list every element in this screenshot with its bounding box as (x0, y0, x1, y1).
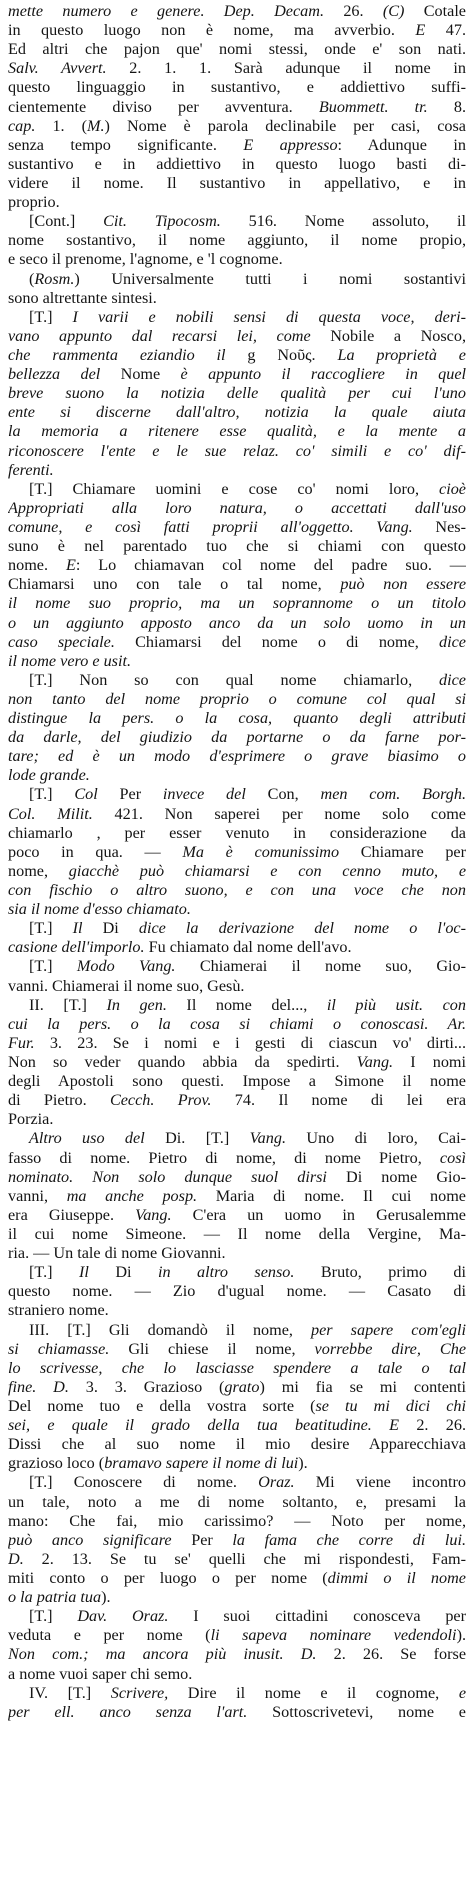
italic-text: riconoscere l'ente e le sue relaz. co' simili e co' dif- (8, 441, 466, 460)
text-line (8, 1034, 466, 1053)
text-line (8, 728, 466, 747)
text-line (8, 594, 466, 613)
text-line (8, 384, 466, 403)
text-line (8, 1072, 466, 1091)
italic-text: da darle, del giudizio da portarne o da farne por- (8, 728, 466, 747)
text-run: ria. — Un tale di nome Giovanni. (8, 1244, 226, 1263)
text-line (8, 442, 466, 461)
italic-text: Altro uso del (29, 1129, 145, 1148)
text-line (8, 308, 466, 327)
italic-text: fine. D. (8, 1377, 69, 1396)
text-line (8, 231, 466, 250)
italic-text: cap. (8, 116, 36, 135)
italic-text: può anco significare (8, 1530, 172, 1549)
text-line (8, 212, 466, 231)
text-line (8, 1378, 466, 1397)
text-line (8, 1607, 466, 1626)
text-run: Di (88, 1263, 158, 1282)
italic-text: vano appunto dal recarsi lei, (8, 326, 257, 345)
text-line (8, 690, 466, 709)
text-run: [Cont.] (29, 212, 104, 231)
text-run: miti conto o per luogo o per nome ( (8, 1568, 328, 1587)
text-run: Per (171, 1530, 233, 1549)
text-run: cientemente diviso per avventura. (8, 97, 319, 116)
italic-text: E (415, 21, 426, 40)
text-line (8, 499, 466, 518)
text-line (8, 862, 466, 881)
text-run: il cui nome Simeone. — Il nome della Vergine, Ma- (8, 1225, 466, 1243)
text-run: ) mi fia se mi contenti (259, 1377, 466, 1396)
text-run: e seco il prenome, l'agnome, e 'l cognome. (8, 250, 283, 269)
text-line (8, 996, 466, 1015)
text-line (8, 1129, 466, 1148)
text-run (257, 327, 277, 345)
text-run: Ed altri che pajon que' nomi stessi, onde e' son nati. (8, 40, 466, 59)
italic-text: ferenti. (8, 460, 54, 479)
text-line (8, 805, 466, 824)
italic-text: bramavo sapere il nome di lui (104, 1454, 299, 1473)
italic-text: Appropriati alla loro natura, o accettati dall'uso (8, 498, 466, 517)
text-line (8, 1015, 466, 1034)
text-run: mano: Che fai, mio carissimo? — Noto per nome, (8, 1511, 466, 1530)
text-line (8, 78, 466, 97)
text-line (8, 537, 466, 556)
italic-text: Modo Vang. (76, 957, 176, 976)
italic-text: E appresso (243, 135, 338, 154)
italic-text: distingue la pers. o la cosa, quanto degli attributi (8, 709, 466, 728)
text-run: ). (101, 1588, 111, 1607)
text-line (8, 422, 466, 441)
text-line (8, 614, 466, 633)
italic-text: nominato. Non solo dunque suol dirsi (8, 1167, 327, 1186)
text-run: Sottoscrivetevi, nome e (247, 1702, 466, 1721)
italic-text: dice la derivazione del nome o l'oc- (138, 919, 466, 938)
text-line (8, 1340, 466, 1359)
text-run: [T.] Non so con qual nome chiamarlo, (29, 670, 440, 689)
text-run: Nobile a Nosco, (310, 326, 466, 345)
text-run: 26. (324, 2, 383, 20)
text-run: Di. [T.] (144, 1129, 250, 1148)
text-line (8, 766, 466, 785)
italic-text: (C) (382, 2, 405, 20)
text-line (8, 1626, 466, 1645)
text-run: IV. [T.] (29, 1683, 111, 1702)
text-line (8, 1321, 466, 1340)
italic-text: il nome vero e usit. (8, 651, 132, 670)
italic-text: il nome suo proprio, ma un soprannome o un titolo (8, 594, 466, 613)
text-line (8, 1244, 466, 1263)
text-run: [T.] (29, 1263, 79, 1282)
text-run: Con, (245, 785, 321, 804)
italic-text: si chiamasse. (8, 1339, 110, 1358)
text-line (8, 1225, 466, 1244)
text-line (8, 59, 466, 78)
text-line (8, 518, 466, 537)
text-run: Di nome Gio- (326, 1167, 466, 1186)
italic-text: E (65, 556, 76, 575)
text-run: Il nome del..., (166, 995, 327, 1014)
text-run: 1. ( (35, 116, 88, 135)
text-line (8, 1301, 466, 1320)
text-line (8, 1168, 466, 1187)
italic-text: grato (224, 1377, 260, 1396)
italic-text: casione dell'imporlo. (8, 938, 145, 957)
text-run: ) Nome è parola declinabile per casi, cosa (104, 116, 466, 135)
text-run: I suoi cittadini conosceva per (168, 1607, 466, 1626)
text-run: Dissi che al suo nome il mio desire Apparecchiava (8, 1435, 466, 1454)
text-run: un tale, noto a me di nome soltanto, e, presami la (8, 1492, 466, 1511)
italic-text: La proprietà e (337, 345, 466, 364)
italic-text: Cecch. Prov. (109, 1091, 212, 1110)
italic-text: D. (8, 1549, 24, 1568)
text-run: ( (29, 269, 35, 288)
text-line (8, 174, 466, 193)
italic-text: o un aggiunto apposto anco da un solo uomo in un (8, 613, 466, 632)
italic-text: in altro senso. (158, 1263, 295, 1282)
text-run: Chiamarsi uno con tale o tal nome, (8, 575, 341, 594)
text-run: g Νοῦς. (225, 345, 338, 364)
italic-text: Salv. Avvert. (8, 59, 107, 78)
text-run: Gli chiese il nome, (109, 1339, 315, 1358)
italic-text: ma anche posp. (66, 1186, 198, 1205)
text-run: Uno di loro, Cai- (286, 1129, 466, 1148)
text-run: poco in qua. — (8, 842, 183, 861)
italic-text: Vang. (249, 1129, 287, 1148)
italic-text: Vang. (356, 1053, 394, 1072)
text-run: nome sostantivo, il nome aggiunto, il nome propio, (8, 231, 466, 250)
text-run: questo nome. — Zio d'ugual nome. — Casato di (8, 1282, 466, 1301)
italic-text: con fischio o altro suono, e con una voce che non (8, 881, 466, 900)
italic-text: Non com.; ma ancora più inusit. D. (8, 1645, 317, 1664)
italic-text: M. (87, 116, 105, 135)
text-line (8, 1569, 466, 1588)
text-run: [T.] Conoscere di nome. (29, 1473, 259, 1492)
text-run: 2. 26. (399, 1416, 466, 1435)
text-line (8, 957, 466, 976)
text-run: nome. (8, 556, 66, 575)
text-line (8, 289, 466, 308)
italic-text: come (276, 326, 311, 345)
italic-text: Oraz. (258, 1473, 295, 1492)
text-run: sustantivo e in addiettivo in questo luogo basti di- (8, 154, 466, 173)
text-run: Chiamare per (339, 842, 466, 861)
text-line (8, 21, 466, 40)
text-run: [T.] (29, 307, 73, 326)
text-run: 2. 1. 1. Sarà adunque il nome in (106, 59, 466, 78)
text-run: proprio. (8, 193, 60, 212)
text-run: questo linguaggio in sustantivo, e addiettivo suffi- (8, 78, 466, 97)
text-line (8, 1206, 466, 1225)
text-run: di Pietro. (8, 1091, 110, 1110)
text-line (8, 919, 466, 938)
text-line (8, 709, 466, 728)
text-run: Cotale (404, 2, 466, 20)
text-run: 47. (425, 21, 466, 40)
text-run: 516. Nome assoluto, il (220, 212, 466, 231)
text-line (8, 938, 466, 957)
text-line (8, 556, 466, 575)
italic-text: men com. Borgh. (320, 785, 466, 804)
text-run: Di (82, 919, 139, 938)
text-run: Chiamerai il nome suo, Gio- (175, 957, 466, 976)
text-line (8, 1493, 466, 1512)
text-run: senza tempo significante. (8, 135, 244, 154)
italic-text: Vang. (135, 1205, 172, 1224)
italic-text: la fama che corre di lui. (232, 1530, 466, 1549)
italic-text: dimmi o il nome (327, 1568, 466, 1587)
text-run: [T.] (29, 785, 75, 804)
italic-text: ente si discerne dall'altro, notizia la quale aiuta (8, 403, 466, 422)
text-line (8, 1454, 466, 1473)
text-run: Dire il nome e il cognome, (168, 1683, 459, 1702)
italic-text: Scrivere, (110, 1683, 169, 1702)
text-line (8, 671, 466, 690)
text-line (8, 1110, 466, 1129)
text-line (8, 652, 466, 671)
italic-text: Rosm. (34, 269, 75, 288)
text-run: veduta e per nome ( (8, 1626, 211, 1645)
text-run: Fu chiamato dal nome dell'avo. (144, 938, 352, 957)
italic-text: Il (78, 1263, 89, 1282)
text-run: [T.] (29, 1607, 78, 1626)
text-run: Del nome tuo e della vostra sorte ( (8, 1396, 316, 1415)
text-line (8, 900, 466, 919)
text-run: ) Universalmente tutti i nomi sostantivi (74, 269, 466, 288)
italic-text: In gen. (106, 995, 167, 1014)
italic-text: mette numero e genere. Dep. Decam. (8, 2, 325, 20)
italic-text: I varii e nobili sensi di questa voce, deri- (72, 307, 466, 326)
text-line (8, 575, 466, 594)
italic-text: Col. Milit. (8, 804, 93, 823)
text-line (8, 824, 466, 843)
text-run: Mi viene incontro (294, 1473, 466, 1492)
italic-text: cui la pers. o la cosa si chiami o conoscasi. Ar. (8, 1014, 466, 1033)
text-line (8, 1435, 466, 1454)
text-line (8, 1473, 466, 1492)
text-line (8, 785, 466, 804)
text-run: in questo luogo non è nome, ma avverbio. (8, 21, 416, 40)
text-line (8, 1588, 466, 1607)
italic-text: dice (439, 632, 466, 651)
text-run: II. [T.] (29, 995, 107, 1014)
italic-text: invece del (162, 785, 246, 804)
text-line (8, 327, 466, 346)
text-line (8, 346, 466, 365)
text-run: Nome (100, 365, 181, 384)
text-line (8, 155, 466, 174)
italic-text: per ell. anco senza l'art. (8, 1702, 248, 1721)
text-line (8, 403, 466, 422)
italic-text: è appunto il raccogliere in quel (180, 365, 466, 384)
text-line (8, 1703, 466, 1722)
italic-text: lode grande. (8, 766, 90, 785)
text-run: I nomi (393, 1053, 466, 1072)
italic-text: Dav. Oraz. (77, 1607, 169, 1626)
text-line (8, 1053, 466, 1072)
text-line (8, 843, 466, 862)
italic-text: cioè (439, 479, 466, 498)
text-run: nome, (8, 861, 69, 880)
text-run: chiamarlo , per esser venuto in considerazione da (8, 823, 466, 842)
text-run: ). (456, 1626, 466, 1645)
text-line (8, 1263, 466, 1282)
italic-text: non tanto del nome proprio o comune col qual si (8, 689, 466, 708)
text-line (8, 117, 466, 136)
text-run: era Giuseppe. (8, 1205, 136, 1224)
italic-text: dice (439, 670, 466, 689)
text-run: 421. Non saperei per nome solo come (92, 804, 466, 823)
text-line (8, 633, 466, 652)
text-line (8, 365, 466, 384)
italic-text: che rammenta eziandio il (8, 345, 226, 364)
text-line (8, 1091, 466, 1110)
text-line (8, 1149, 466, 1168)
text-run: Per (97, 785, 163, 804)
text-run: vanni. Chiamerai il nome suo, Gesù. (8, 976, 245, 995)
text-run: Nes- (412, 517, 466, 536)
italic-text: o la patria tua (8, 1588, 102, 1607)
text-run: degli Apostoli sono questi. Impose a Simone il nome (8, 1072, 466, 1091)
italic-text: breve suono la notizia delle qualità per cui l'uno (8, 384, 466, 403)
text-run: fasso di nome. Pietro di nome, di nome Pietro, (8, 1148, 440, 1167)
text-run: : Lo chiamavan col nome del padre suo. — (75, 556, 466, 575)
text-line (8, 1359, 466, 1378)
italic-text: Il (72, 919, 83, 938)
italic-text: il più usit. con (326, 995, 466, 1014)
text-run: Maria di nome. Il cui nome (197, 1186, 466, 1205)
text-run: [T.] Chiamare uomini e cose co' nomi loro, (29, 479, 440, 498)
text-line (8, 1282, 466, 1301)
text-line (8, 1665, 466, 1684)
italic-text: bellezza del (8, 365, 101, 384)
text-run: : Adunque in (337, 135, 466, 154)
text-run: a nome vuoi saper chi semo. (8, 1664, 193, 1683)
text-run: III. [T.] Gli domandò il nome, (29, 1320, 312, 1339)
italic-text: tare; ed è un modo d'esprimere o grave biasimo o (8, 747, 466, 766)
italic-text: vorrebbe dire, Che (314, 1339, 466, 1358)
text-line (8, 480, 466, 499)
italic-text: può non essere (340, 575, 466, 594)
italic-text: e (458, 1683, 466, 1702)
text-run: suno è nel parentado tuo che si chiami con questo (8, 537, 466, 556)
text-run: C'era un uomo in Gerusalemme (171, 1205, 466, 1224)
text-line (8, 461, 466, 480)
text-line (8, 1512, 466, 1531)
text-line (8, 1416, 466, 1435)
text-line (8, 1187, 466, 1206)
italic-text: Ma è comunissimo (182, 842, 340, 861)
text-line (8, 1397, 466, 1416)
text-line (8, 1531, 466, 1550)
italic-text: caso speciale. (8, 632, 115, 651)
italic-text: comune, e così fatti proprii all'oggetto. Vang. (8, 517, 413, 536)
text-line (8, 40, 466, 59)
text-run: vanni, (8, 1186, 67, 1205)
text-line (8, 1550, 466, 1569)
text-run: 2. 26. Se forse (316, 1645, 466, 1664)
text-line (8, 977, 466, 996)
text-line (8, 193, 466, 212)
italic-text: se tu mi dici chi (315, 1396, 466, 1415)
text-run: sono altrettante sintesi. (8, 288, 157, 307)
italic-text: Cit. Tipocosm. (103, 212, 221, 231)
text-run: Non so veder quando abbia da spedirti. (8, 1053, 357, 1072)
text-run: 8. (427, 97, 466, 116)
text-line (8, 136, 466, 155)
italic-text: giacchè può chiamarsi e con cenno muto, e (68, 861, 466, 880)
text-line (8, 250, 466, 269)
text-line (8, 270, 466, 289)
text-run: 3. 3. Grazioso ( (68, 1377, 225, 1396)
text-line (8, 2, 466, 21)
text-line (8, 881, 466, 900)
text-run: [T.] (29, 919, 73, 938)
text-line (8, 98, 466, 117)
italic-text: la memoria a ritenere esse qualità, e la mente a (8, 422, 466, 441)
italic-text: così (439, 1148, 466, 1167)
text-line (8, 747, 466, 766)
text-run: videre il nome. Il sustantivo in appellativo, e in (8, 173, 466, 192)
text-run: straniero nome. (8, 1301, 109, 1320)
text-run: Chiamarsi del nome o di nome, (114, 632, 440, 651)
text-run: Porzia. (8, 1110, 54, 1129)
text-line (8, 1645, 466, 1664)
italic-text: Buommett. tr. (318, 97, 428, 116)
text-run: [T.] (29, 957, 77, 976)
italic-text: Col (74, 785, 98, 804)
text-run: 74. Il nome di lei era (211, 1091, 466, 1110)
italic-text: per sapere com'egli (311, 1320, 466, 1339)
italic-text: Fur. (8, 1033, 35, 1052)
italic-text: sei, e quale il grado della tua beatitudine. E (8, 1416, 400, 1435)
italic-text: li sapeva nominare vedendoli (210, 1626, 457, 1645)
text-run: grazioso loco ( (8, 1454, 105, 1473)
text-run: Bruto, primo di (294, 1263, 466, 1282)
italic-text: lo scrivesse, che lo lasciasse spendere a tale o tal (8, 1358, 466, 1377)
text-line (8, 1684, 466, 1703)
text-run: 3. 23. Se i nomi e i gesti di ciascun vo' dirti... (34, 1033, 466, 1052)
text-run: 2. 13. Se tu se' quelli che mi rispondesti, Fam- (23, 1549, 466, 1568)
italic-text: sia il nome d'esso chiamato. (8, 900, 191, 919)
text-run: ). (298, 1454, 308, 1473)
